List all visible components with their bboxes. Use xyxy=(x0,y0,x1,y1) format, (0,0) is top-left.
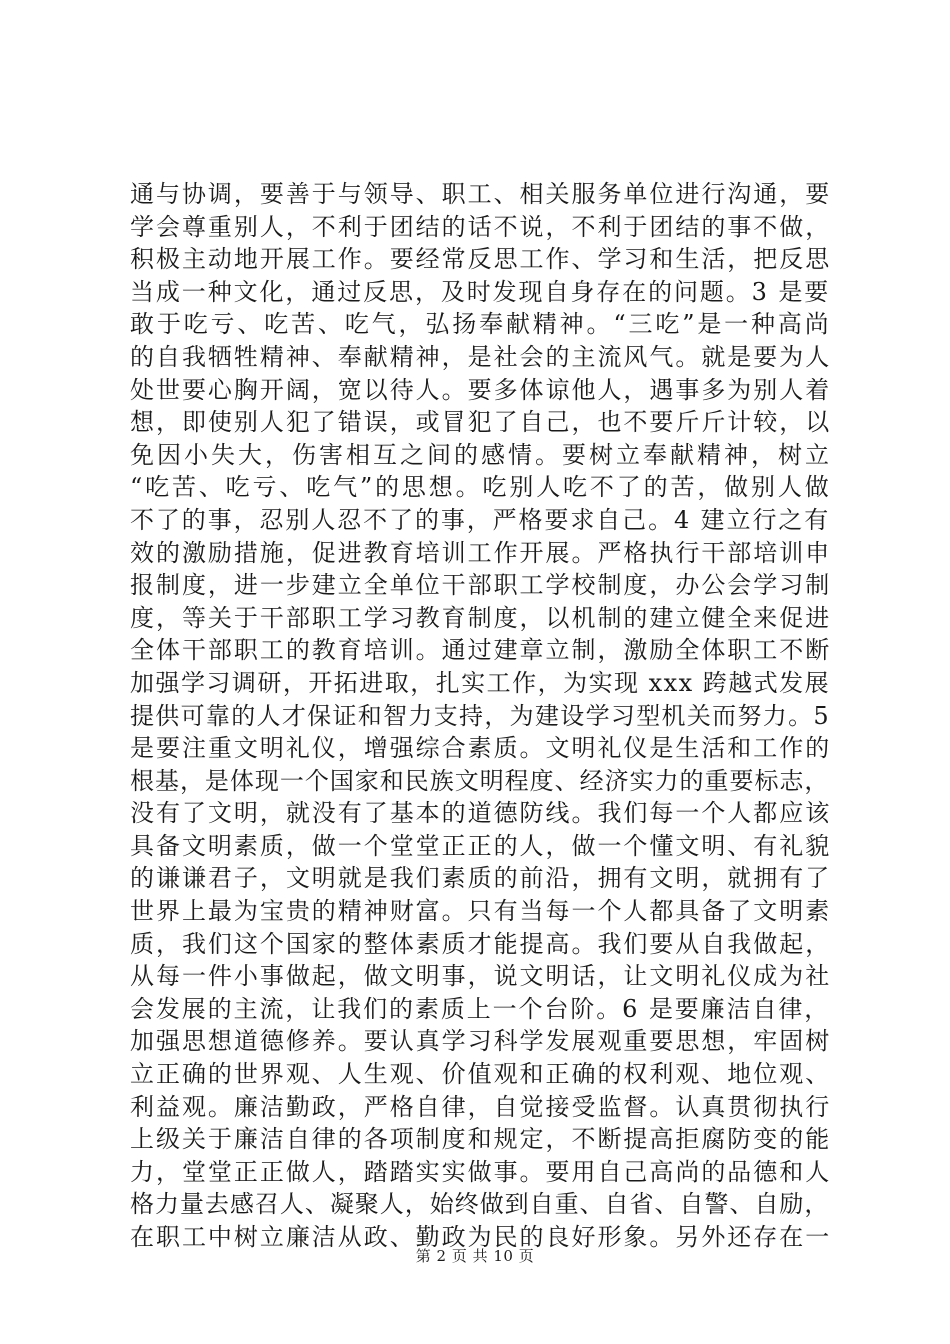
text-line: 积极主动地开展工作。要经常反思工作、学习和生活，把反思 xyxy=(130,245,832,274)
text-line: 具备文明素质，做一个堂堂正正的人，做一个懂文明、有礼貌 xyxy=(130,831,832,860)
text-line: 上级关于廉洁自律的各项制度和规定，不断提高拒腐防变的能 xyxy=(130,1125,832,1154)
text-line: 会发展的主流，让我们的素质上一个台阶。6 是要廉洁自律， xyxy=(130,994,831,1023)
body-paragraph xyxy=(130,178,830,1254)
text-line: 根基，是体现一个国家和民族文明程度、经济实力的重要标志， xyxy=(130,766,830,795)
text-line: 利益观。廉洁勤政，严格自律，自觉接受监督。认真贯彻执行 xyxy=(130,1092,832,1121)
text-line: “吃苦、吃亏、吃气”的思想。吃别人吃不了的苦，做别人做 xyxy=(130,473,832,502)
text-line: 通与协调，要善于与领导、职工、相关服务单位进行沟通，要 xyxy=(130,180,832,208)
text-line: 的自我牺牲精神、奉献精神，是社会的主流风气。就是要为人 xyxy=(130,342,832,371)
text-line: 立正确的世界观、人生观、价值观和正确的权利观、地位观、 xyxy=(130,1060,832,1089)
text-line: 的谦谦君子，文明就是我们素质的前沿，拥有文明，就拥有了 xyxy=(130,864,832,893)
text-line: 世界上最为宝贵的精神财富。只有当每一个人都具备了文明素 xyxy=(130,897,832,926)
text-line: 报制度，进一步建立全单位干部职工学校制度，办公会学习制 xyxy=(130,571,832,600)
text-line: 力，堂堂正正做人，踏踏实实做事。要用自己高尚的品德和人 xyxy=(130,1157,832,1186)
text-line: 免因小失大，伤害相互之间的感情。要树立奉献精神，树立 xyxy=(130,440,832,469)
text-line: 当成一种文化，通过反思，及时发现自身存在的问题。3 是要 xyxy=(130,277,831,306)
text-line: 是要注重文明礼仪，增强综合素质。文明礼仪是生活和工作的 xyxy=(130,734,832,763)
text-line: 处世要心胸开阔，宽以待人。要多体谅他人，遇事多为别人着 xyxy=(130,375,832,404)
text-line: 学会尊重别人，不利于团结的话不说，不利于团结的事不做， xyxy=(130,212,832,241)
text-line: 加强思想道德修养。要认真学习科学发展观重要思想，牢固树 xyxy=(130,1027,832,1056)
text-line: 从每一件小事做起，做文明事，说文明话，让文明礼仪成为社 xyxy=(130,962,832,991)
text-line: 格力量去感召人、凝聚人，始终做到自重、自省、自警、自励， xyxy=(130,1190,830,1219)
text-line: 加强学习调研，开拓进取，扎实工作，为实现 xxx 跨越式发展 xyxy=(130,668,831,697)
text-line: 在职工中树立廉洁从政、勤政为民的良好形象。另外还存在一 xyxy=(130,1223,832,1251)
text-line: 全体干部职工的教育培训。通过建章立制，激励全体职工不断 xyxy=(130,636,832,665)
text-line: 想，即使别人犯了错误，或冒犯了自己，也不要斤斤计较，以 xyxy=(130,408,832,437)
text-line: 没有了文明，就没有了基本的道德防线。我们每一个人都应该 xyxy=(130,799,832,828)
text-line: 效的激励措施，促进教育培训工作开展。严格执行干部培训申 xyxy=(130,538,832,567)
text-line: 提供可靠的人才保证和智力支持，为建设学习型机关而努力。5 xyxy=(130,701,830,730)
page-number-footer: 第 2 页 共 10 页 xyxy=(415,1247,535,1265)
text-line: 度，等关于干部职工学习教育制度，以机制的建立健全来促进 xyxy=(130,603,832,632)
text-line: 不了的事，忍别人忍不了的事，严格要求自己。4 建立行之有 xyxy=(130,505,831,534)
text-line: 敢于吃亏、吃苦、吃气，弘扬奉献精神。“三吃”是一种高尚 xyxy=(130,310,832,339)
text-line: 质，我们这个国家的整体素质才能提高。我们要从自我做起， xyxy=(130,929,832,958)
